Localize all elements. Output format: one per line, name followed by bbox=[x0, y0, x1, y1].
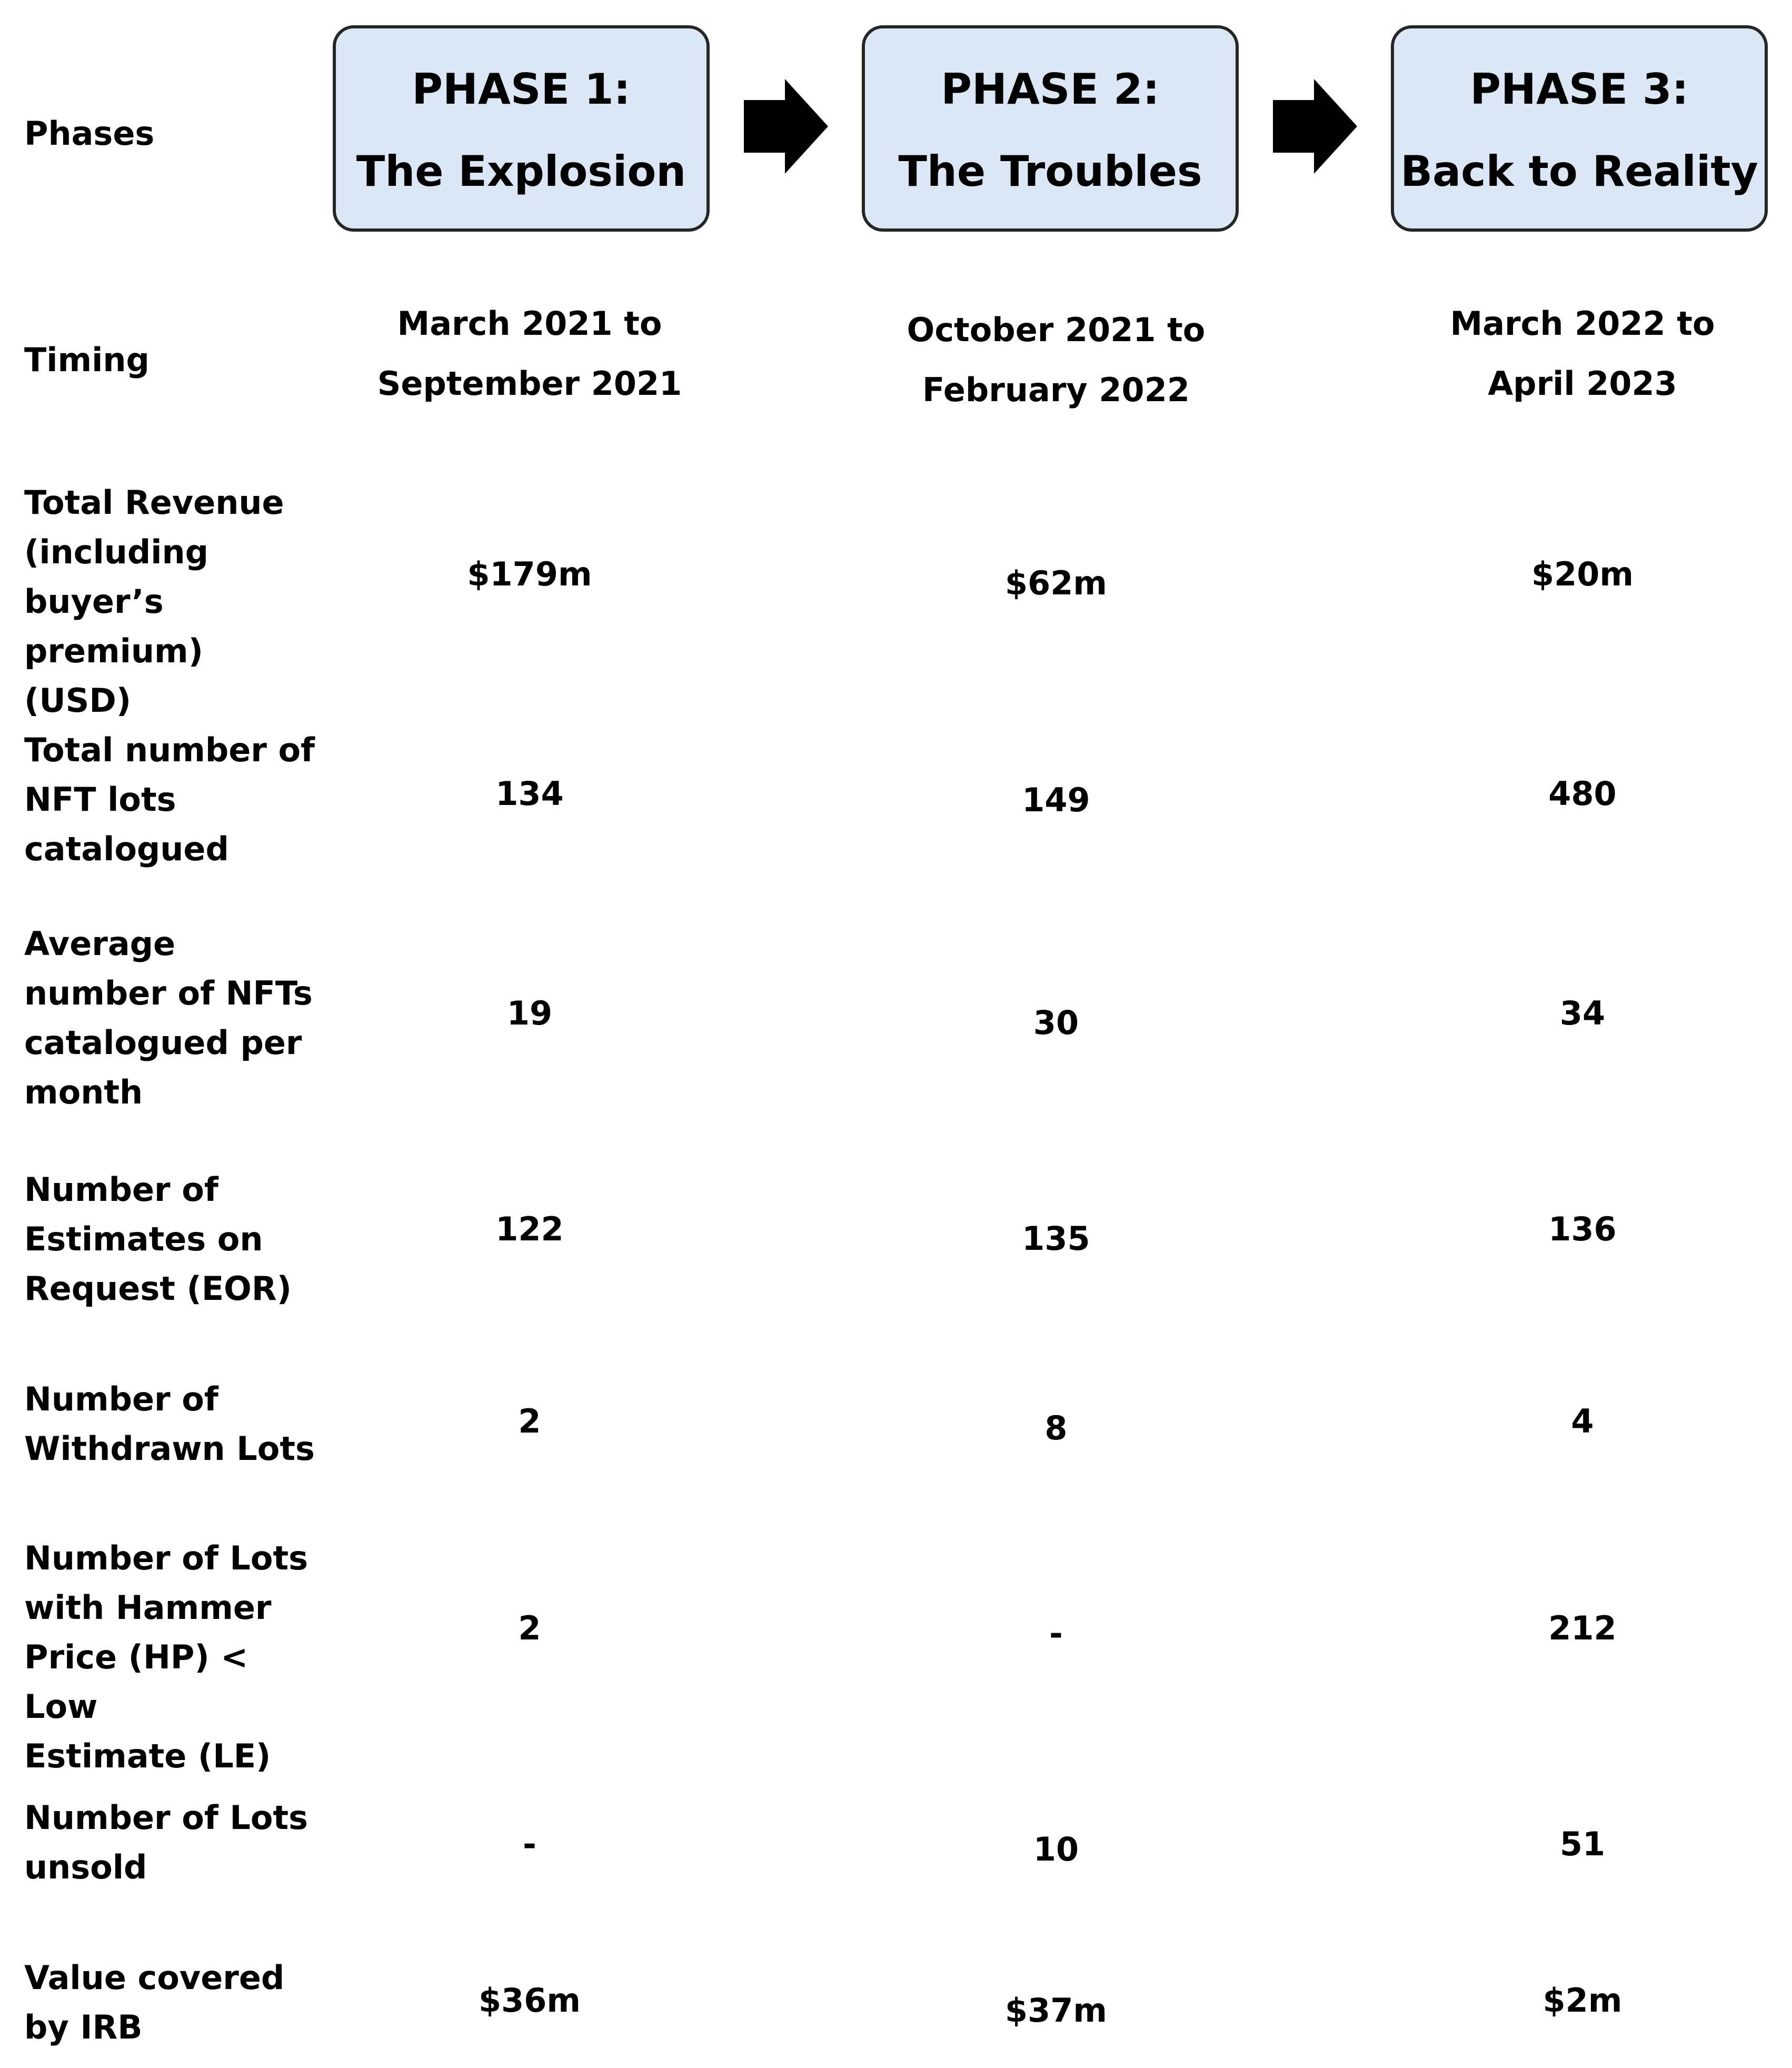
phase-1-title: PHASE 1: bbox=[412, 65, 631, 114]
phase-1-revenue: $179m bbox=[467, 555, 592, 593]
phase-3-unsold: 51 bbox=[1559, 1825, 1606, 1863]
phase-2-hammer: - bbox=[1049, 1614, 1063, 1653]
row-label-unsold: Number of Lots unsold bbox=[24, 1798, 308, 1886]
phase-1-unsold: - bbox=[523, 1825, 536, 1863]
row-label-timing: Timing bbox=[24, 341, 150, 379]
arrow-right-icon bbox=[744, 79, 828, 174]
phase-3-revenue: $20m bbox=[1531, 555, 1634, 593]
phase-1-withdrawn: 2 bbox=[518, 1402, 541, 1440]
row-label-lots: Total number of NFT lots catalogued bbox=[24, 731, 315, 868]
row-label-revenue: Total Revenue (including buyer’s premium) (USD) bbox=[24, 483, 284, 720]
phase-2-lots: 149 bbox=[1022, 781, 1090, 819]
row-label-hammer: Number of Lots with Hammer Price (HP) < Low Estimate (LE) bbox=[24, 1539, 308, 1775]
phase-2-revenue: $62m bbox=[1004, 564, 1108, 602]
phase-1-lots: 134 bbox=[495, 774, 564, 813]
phase-3-irb: $2m bbox=[1542, 1981, 1622, 2020]
phase-3-name: Back to Reality bbox=[1400, 147, 1758, 196]
row-label-phases: Phases bbox=[24, 114, 155, 153]
phase-2-box bbox=[862, 25, 1239, 232]
arrow-right-icon bbox=[1273, 79, 1357, 174]
phase-2-irb: $37m bbox=[1004, 1991, 1108, 2030]
phase-1-irb: $36m bbox=[478, 1981, 581, 2020]
phase-2-withdrawn: 8 bbox=[1044, 1409, 1068, 1447]
phase-3-eor: 136 bbox=[1548, 1210, 1617, 1248]
phase-3-timing: March 2022 to April 2023 bbox=[1450, 304, 1715, 403]
phase-1-timing: March 2021 to September 2021 bbox=[377, 304, 682, 403]
phase-1-box bbox=[333, 25, 710, 232]
phase-1-avg: 19 bbox=[506, 994, 553, 1032]
phase-2-eor: 135 bbox=[1022, 1219, 1090, 1258]
phase-3-lots: 480 bbox=[1548, 774, 1617, 813]
phase-3-avg: 34 bbox=[1559, 994, 1606, 1032]
phase-3-title: PHASE 3: bbox=[1470, 65, 1689, 114]
phase-1-name: The Explosion bbox=[356, 147, 686, 196]
phase-1-hammer: 2 bbox=[518, 1609, 541, 1647]
row-label-withdrawn: Number of Withdrawn Lots bbox=[24, 1380, 315, 1468]
phase-2-avg: 30 bbox=[1033, 1003, 1079, 1042]
phase-2-name: The Troubles bbox=[898, 147, 1202, 196]
row-label-eor: Number of Estimates on Request (EOR) bbox=[24, 1170, 292, 1308]
row-label-avg: Average number of NFTs catalogued per month bbox=[24, 924, 313, 1111]
row-label-irb: Value covered by IRB bbox=[24, 1958, 285, 2046]
phase-2-title: PHASE 2: bbox=[941, 65, 1160, 114]
phase-1-eor: 122 bbox=[495, 1210, 564, 1248]
phase-3-withdrawn: 4 bbox=[1571, 1402, 1594, 1440]
phase-3-hammer: 212 bbox=[1548, 1609, 1617, 1647]
phase-2-timing: October 2021 to February 2022 bbox=[907, 311, 1206, 409]
phase-3-box bbox=[1391, 25, 1768, 232]
phase-2-unsold: 10 bbox=[1033, 1830, 1079, 1868]
